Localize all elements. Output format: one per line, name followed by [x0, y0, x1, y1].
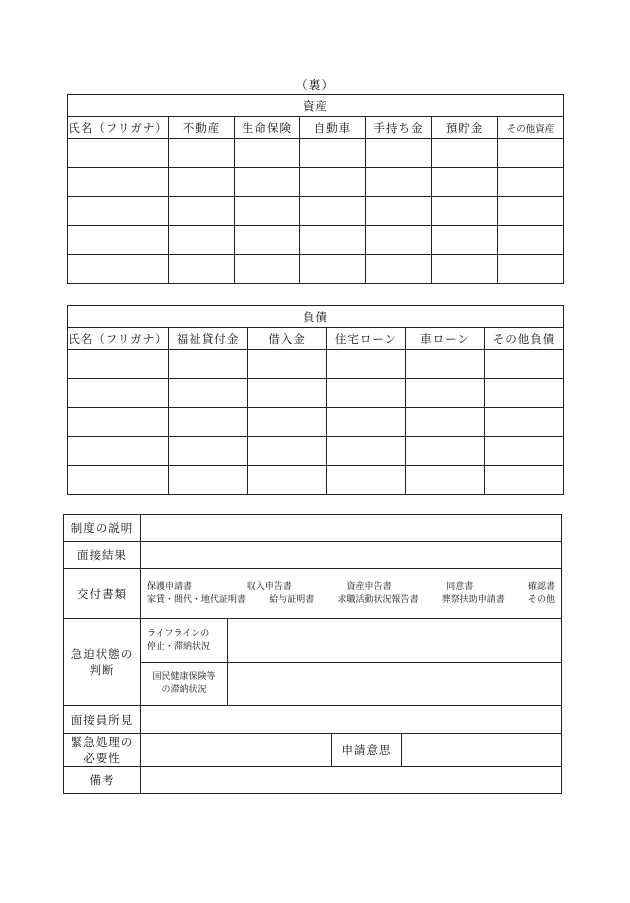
interview-result-field[interactable]: [141, 542, 562, 569]
emergency-need-label-line2: 必要性: [83, 751, 121, 765]
assets-col-name: 氏名（フリガナ）: [68, 117, 169, 139]
remarks-field[interactable]: [141, 767, 562, 794]
assets-col-cash: 手持ち金: [366, 117, 432, 139]
debts-col-borrowing: 借入金: [248, 328, 327, 350]
table-cell[interactable]: [68, 379, 169, 408]
table-cell[interactable]: [68, 226, 169, 255]
table-cell[interactable]: [68, 197, 169, 226]
table-cell[interactable]: [498, 139, 564, 168]
table-cell[interactable]: [485, 408, 564, 437]
urgent-status-label: [64, 619, 141, 706]
table-cell[interactable]: [169, 255, 235, 284]
remarks-label: 備考: [64, 767, 141, 794]
assets-col-life-insurance: 生命保険: [235, 117, 300, 139]
urgent-status-label-line1: 急迫状態の: [70, 647, 134, 661]
debts-col-name: 氏名（フリガナ）: [68, 328, 169, 350]
issued-docs-list: [141, 569, 562, 619]
debts-table: [67, 305, 564, 495]
table-cell[interactable]: [432, 255, 498, 284]
table-cell[interactable]: [366, 197, 432, 226]
table-cell[interactable]: [485, 437, 564, 466]
assets-table: [67, 94, 564, 284]
table-cell[interactable]: [498, 255, 564, 284]
table-row: [68, 139, 564, 168]
application-intent-field[interactable]: [402, 734, 562, 767]
table-cell[interactable]: [169, 437, 248, 466]
table-cell[interactable]: [406, 437, 485, 466]
system-explanation-label: 制度の説明: [64, 515, 141, 542]
table-cell[interactable]: [300, 139, 366, 168]
assets-col-car: 自動車: [300, 117, 366, 139]
doc-income-declaration[interactable]: 収入申告書: [246, 581, 292, 592]
table-cell[interactable]: [248, 408, 327, 437]
issued-docs-label: 交付書類: [64, 569, 141, 619]
table-cell[interactable]: [169, 466, 248, 495]
doc-confirmation[interactable]: 確認書: [527, 581, 555, 592]
table-cell[interactable]: [327, 466, 406, 495]
debts-title: 負債: [68, 306, 564, 328]
lifeline-label-line2: 停止・滞納状況: [147, 641, 211, 652]
table-cell[interactable]: [68, 139, 169, 168]
table-cell[interactable]: [300, 226, 366, 255]
table-cell[interactable]: [485, 379, 564, 408]
debts-col-car-loan: 車ローン: [406, 328, 485, 350]
emergency-need-label: [64, 734, 141, 767]
table-row: [68, 466, 564, 495]
table-cell[interactable]: [169, 139, 235, 168]
table-cell[interactable]: [235, 139, 300, 168]
table-cell[interactable]: [406, 379, 485, 408]
emergency-need-label-line1: 緊急処理の: [70, 735, 134, 749]
table-cell[interactable]: [68, 255, 169, 284]
lifeline-label-line1: ライフラインの: [147, 628, 210, 639]
table-cell[interactable]: [248, 437, 327, 466]
table-row: [68, 408, 564, 437]
table-row: [68, 197, 564, 226]
table-row: [68, 437, 564, 466]
urgent-status-label-line2: 判断: [89, 663, 115, 677]
table-cell[interactable]: [235, 226, 300, 255]
table-cell[interactable]: [248, 379, 327, 408]
table-row: [68, 379, 564, 408]
doc-job-search-report[interactable]: 求職活動状況報告書: [337, 594, 419, 605]
assets-col-real-estate: 不動産: [169, 117, 235, 139]
interviewer-opinion-field[interactable]: [141, 706, 562, 734]
table-cell[interactable]: [300, 168, 366, 197]
table-cell[interactable]: [169, 197, 235, 226]
table-cell[interactable]: [327, 437, 406, 466]
doc-rent-certificate[interactable]: 家賃・間代・地代証明書: [147, 594, 247, 605]
doc-consent[interactable]: 同意書: [446, 581, 474, 592]
table-cell[interactable]: [406, 466, 485, 495]
emergency-need-field[interactable]: [141, 734, 332, 767]
doc-other[interactable]: その他: [527, 594, 555, 605]
health-insurance-label-line2: の滞納状況: [161, 685, 207, 695]
doc-asset-declaration[interactable]: 資産申告書: [346, 581, 392, 592]
table-cell[interactable]: [406, 408, 485, 437]
table-cell[interactable]: [68, 168, 169, 197]
doc-funeral-aid-application[interactable]: 葬祭扶助申請書: [441, 594, 505, 605]
table-cell[interactable]: [366, 139, 432, 168]
interview-form-table: [63, 514, 562, 794]
table-cell[interactable]: [432, 139, 498, 168]
doc-protection-application[interactable]: 保護申請書: [147, 581, 193, 592]
table-cell[interactable]: [68, 408, 169, 437]
table-row: [68, 226, 564, 255]
table-cell[interactable]: [169, 168, 235, 197]
debts-col-mortgage: 住宅ローン: [327, 328, 406, 350]
health-insurance-label: [141, 663, 228, 706]
lifeline-label: [141, 619, 228, 663]
table-cell[interactable]: [235, 197, 300, 226]
table-cell[interactable]: [432, 226, 498, 255]
debts-col-welfare-loan: 福祉貸付金: [169, 328, 248, 350]
table-cell[interactable]: [366, 226, 432, 255]
table-cell[interactable]: [68, 437, 169, 466]
table-cell[interactable]: [248, 350, 327, 379]
table-row: [68, 350, 564, 379]
table-row: [68, 255, 564, 284]
table-row: [68, 168, 564, 197]
page-title: （裏）: [295, 78, 335, 92]
table-cell[interactable]: [169, 408, 248, 437]
assets-col-savings: 預貯金: [432, 117, 498, 139]
doc-salary-certificate[interactable]: 給与証明書: [269, 594, 315, 605]
table-cell[interactable]: [169, 350, 248, 379]
system-explanation-field[interactable]: [141, 515, 562, 542]
table-cell[interactable]: [432, 168, 498, 197]
assets-title: 資産: [68, 95, 564, 117]
application-intent-label: 申請意思: [332, 734, 402, 767]
table-cell[interactable]: [498, 168, 564, 197]
table-cell[interactable]: [327, 408, 406, 437]
table-cell[interactable]: [498, 197, 564, 226]
assets-col-other: その他資産: [498, 117, 564, 139]
table-cell[interactable]: [68, 350, 169, 379]
table-cell[interactable]: [406, 350, 485, 379]
debts-col-other: その他負債: [485, 328, 564, 350]
table-cell[interactable]: [300, 255, 366, 284]
table-cell[interactable]: [498, 226, 564, 255]
health-insurance-field[interactable]: [228, 663, 562, 706]
table-cell[interactable]: [432, 197, 498, 226]
table-cell[interactable]: [485, 350, 564, 379]
lifeline-field[interactable]: [228, 619, 562, 663]
table-cell[interactable]: [366, 255, 432, 284]
table-cell[interactable]: [366, 168, 432, 197]
table-cell[interactable]: [327, 350, 406, 379]
health-insurance-label-line1: 国民健康保険等: [152, 672, 216, 682]
interview-result-label: 面接結果: [64, 542, 141, 569]
table-cell[interactable]: [235, 168, 300, 197]
table-cell[interactable]: [169, 379, 248, 408]
table-cell[interactable]: [300, 197, 366, 226]
table-cell[interactable]: [327, 379, 406, 408]
table-cell[interactable]: [485, 466, 564, 495]
table-cell[interactable]: [235, 255, 300, 284]
table-cell[interactable]: [169, 226, 235, 255]
interviewer-opinion-label: 面接員所見: [64, 706, 141, 734]
table-cell[interactable]: [68, 466, 169, 495]
table-cell[interactable]: [248, 466, 327, 495]
